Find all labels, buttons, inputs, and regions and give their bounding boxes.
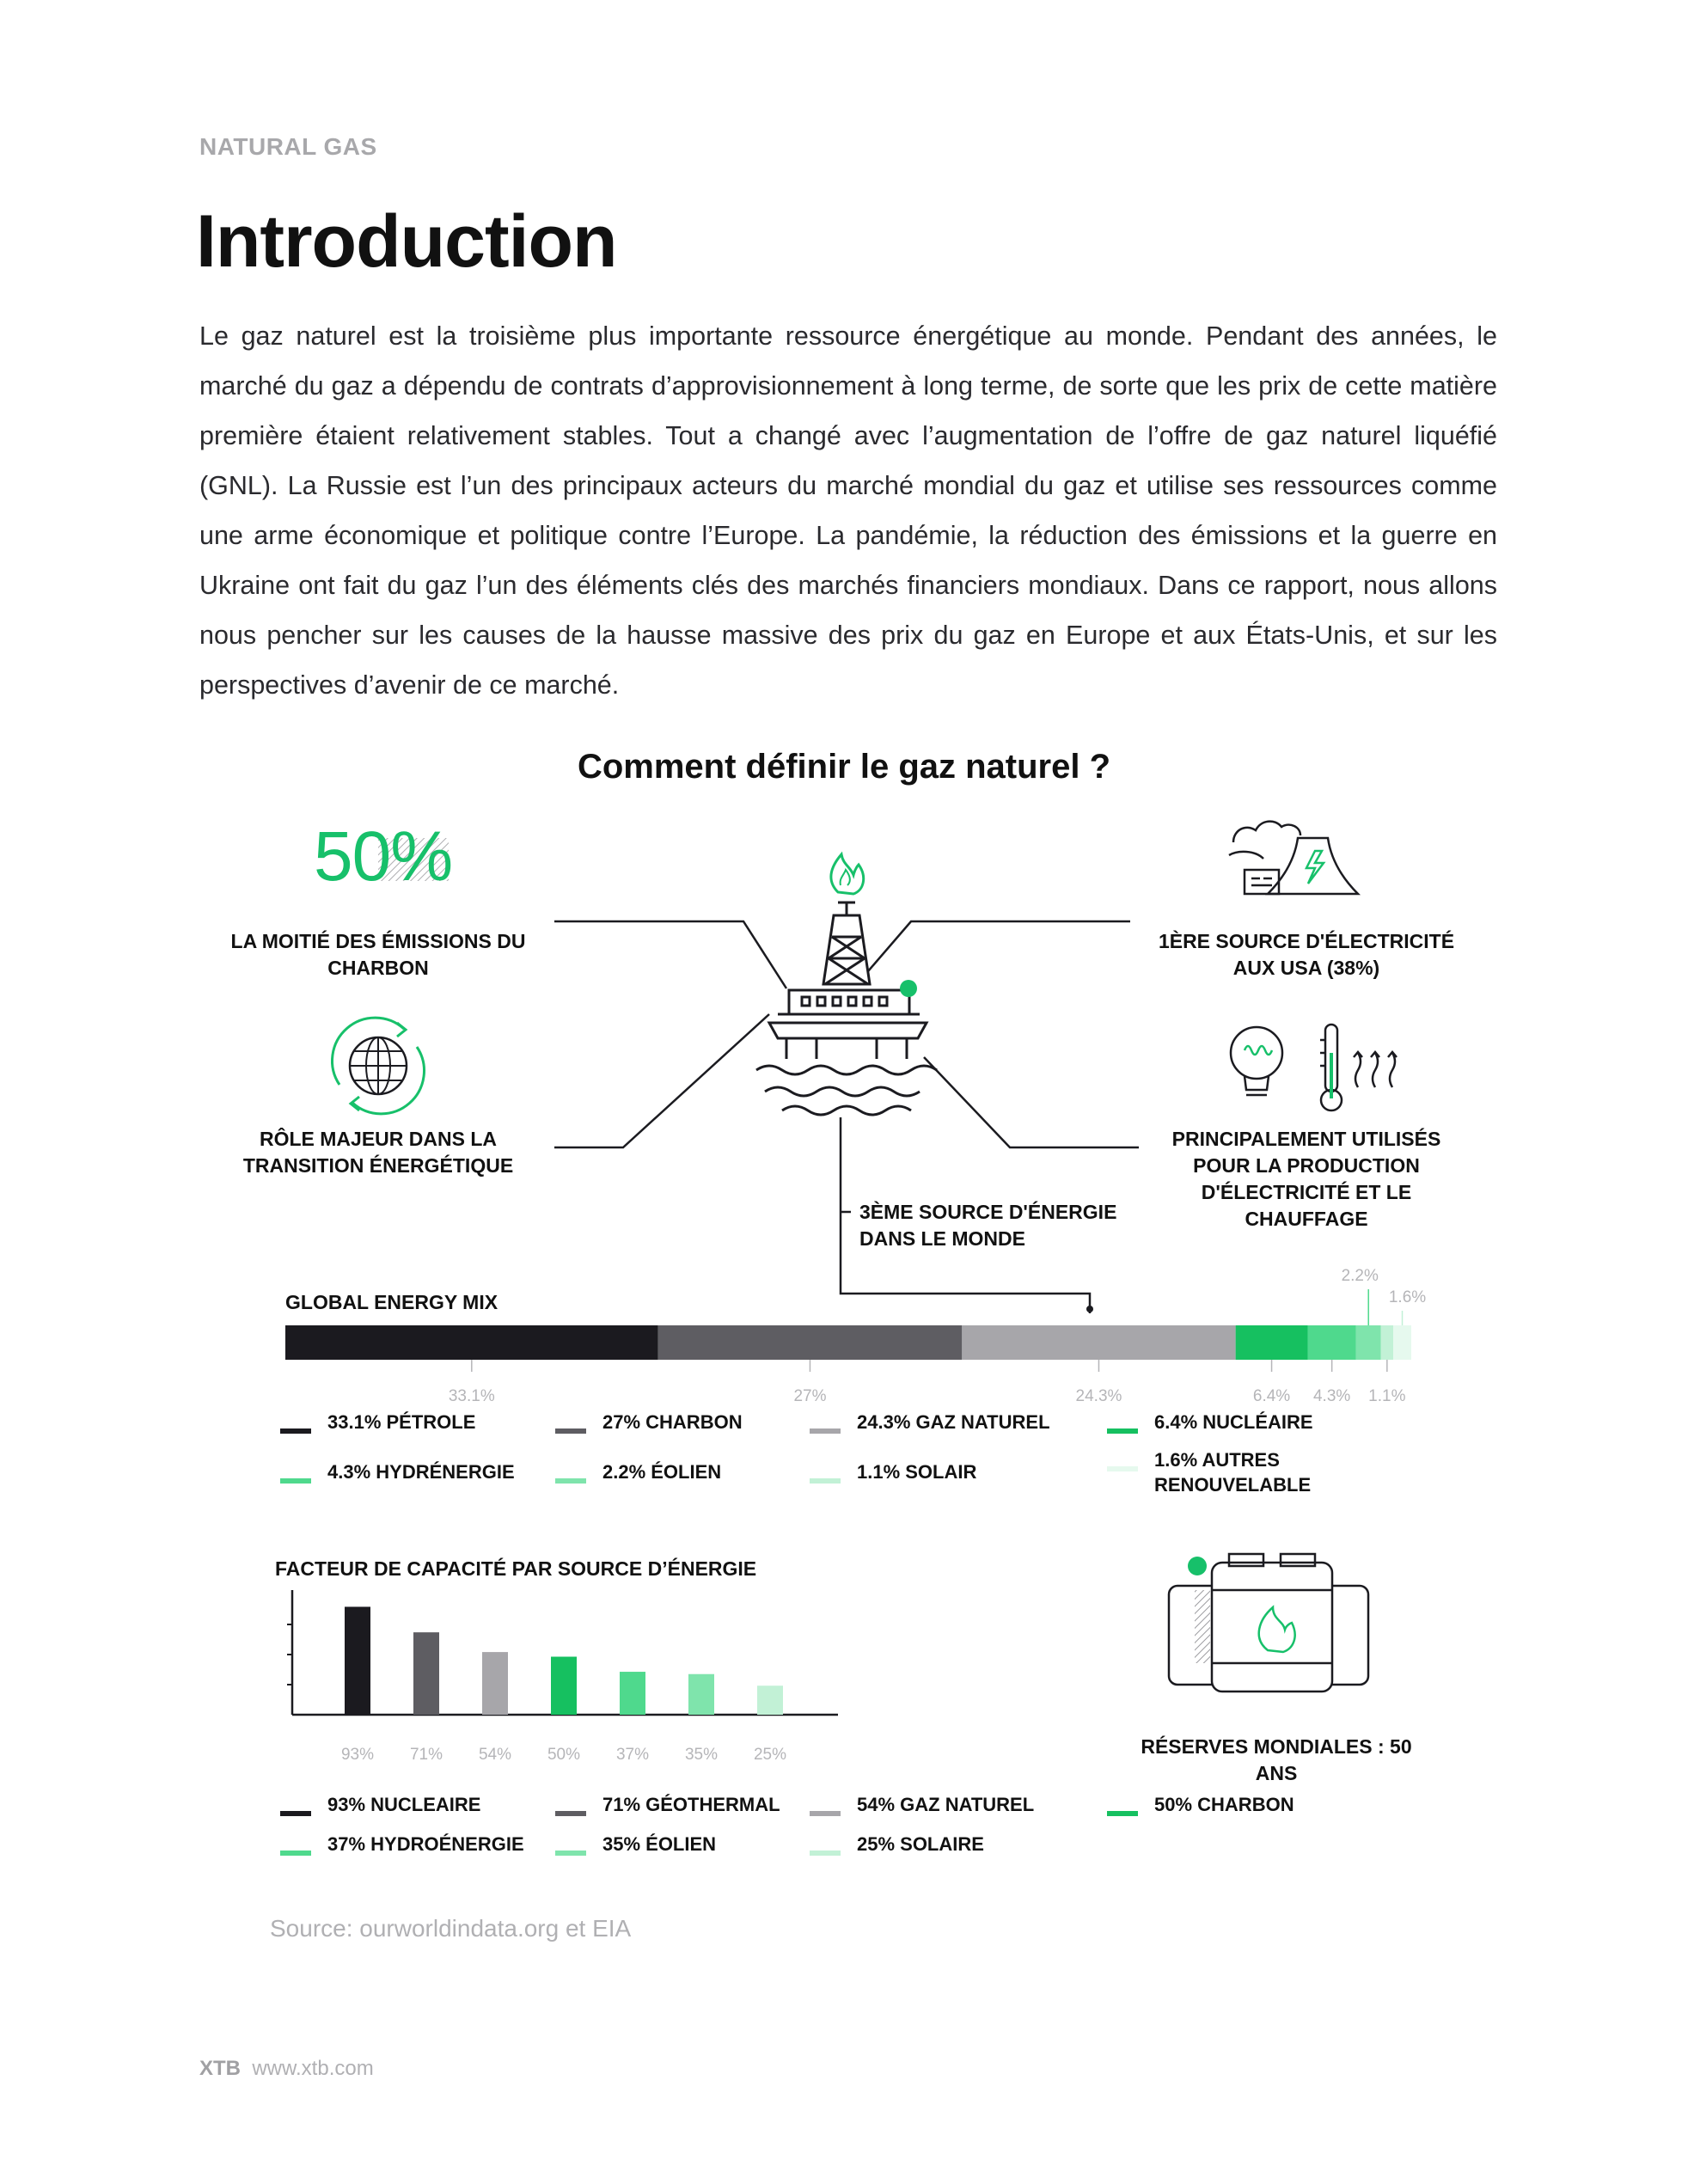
mix-value-label-0: 33.1% [448,1387,495,1405]
capacity-bar-4 [620,1672,645,1715]
electricity-caption: 1ÈRE SOURCE D'ÉLECTRICITÉ AUX USA (38%) [1158,930,1455,979]
cap-legend-label-1: 71% GÉOTHERMAL [602,1794,780,1815]
emissions-stat: 50% [314,817,453,896]
mix-legend-label-5: 2.2% ÉOLIEN [602,1461,722,1483]
source-note: Source: ourworldindata.org et EIA [270,1915,632,1942]
capacity-value-label-1: 71% [409,1746,443,1764]
cap-legend-swatch-0 [280,1811,311,1816]
mix-segment-2 [962,1325,1235,1360]
power-plant-icon [1229,822,1358,894]
mix-segment-7 [1393,1325,1411,1360]
mix-legend-swatch-4 [280,1478,311,1484]
mix-value-label-2: 24.3% [1075,1387,1122,1405]
mix-value-label-1: 27% [793,1387,827,1405]
mix-legend-label-4: 4.3% HYDRÉNERGIE [327,1461,515,1483]
cap-legend-swatch-4 [280,1851,311,1856]
mix-segment-6 [1381,1325,1393,1360]
capacity-value-label-3: 50% [547,1746,581,1764]
emissions-caption: LA MOITIÉ DES ÉMISSIONS DU CHARBON [230,930,526,979]
mix-value-label-6: 1.1% [1368,1387,1406,1405]
third-source-caption: 3ÈME SOURCE D'ÉNERGIE DANS LE MONDE [859,1201,1117,1250]
mix-legend-swatch-3 [1107,1428,1138,1434]
globe-recycle-icon [333,1018,425,1114]
capacity-bar-1 [413,1632,439,1715]
cap-legend-label-6: 25% SOLAIRE [857,1833,984,1855]
mix-legend-swatch-5 [555,1478,586,1484]
mix-legend-label-2: 24.3% GAZ NATUREL [857,1411,1050,1433]
mix-legend-swatch-2 [810,1428,841,1434]
mix-segment-0 [285,1325,658,1360]
capacity-bar-0 [345,1606,370,1715]
cap-legend-label-4: 37% HYDROÉNERGIE [327,1833,524,1855]
mix-value-label-4: 4.3% [1312,1387,1351,1405]
bulb-thermometer-icon [1231,1025,1397,1110]
mix-value-label-5: 2.2% [1341,1267,1379,1285]
mix-legend-label-0: 33.1% PÉTROLE [327,1411,476,1433]
cap-legend-swatch-5 [555,1851,586,1856]
infographic-title: Comment définir le gaz naturel ? [577,748,1111,786]
intro-paragraph: Le gaz naturel est la troisième plus importante ressource énergétique au monde. Pendant des années, le marché du gaz a dépendu de contrats d’approvisionnement à long terme, de sorte que les prix de cette matière première étaient relativement stables. Tout a changé avec l’augmentation de l’offre de gaz naturel liquéfié (GNL). La Russie est l’un des principaux acteurs du marché mondial du gaz et utilise ses ressources comme une arme économique et politique contre l’Europe. La pandémie, la réduction des émissions et la guerre en Ukraine ont fait du gaz l’un des éléments clés des marchés financiers mondiaux. Dans ce rapport, nous allons nous pencher sur les causes de la hausse massive des prix du gaz en Europe et aux États-Unis, et sur les perspectives d’avenir de ce marché. [199,321,1497,700]
capacity-value-label-2: 54% [478,1746,512,1764]
page-title: Introduction [196,200,617,283]
mix-legend-label-3: 6.4% NUCLÉAIRE [1154,1411,1313,1433]
mix-value-label-7: 1.6% [1388,1288,1427,1306]
capacity-value-label-5: 35% [684,1746,719,1764]
capacity-bar-5 [688,1674,714,1715]
footer-url[interactable]: www.xtb.com [252,2057,374,2080]
capacity-value-label-0: 93% [340,1746,375,1764]
capacity-bar-2 [482,1652,508,1715]
capacity-bar-6 [757,1685,783,1715]
mix-value-label-3: 6.4% [1252,1387,1291,1405]
cap-legend-swatch-6 [810,1851,841,1856]
mix-segment-3 [1236,1325,1308,1360]
mix-segment-4 [1307,1325,1355,1360]
capacity-value-label-4: 37% [615,1746,650,1764]
cap-legend-label-2: 54% GAZ NATUREL [857,1794,1035,1815]
mix-legend-label-6: 1.1% SOLAIR [857,1461,977,1483]
capacity-bar-3 [551,1657,577,1716]
mix-legend-label-7: 1.6% AUTRES RENOUVELABLE [1154,1449,1312,1496]
cap-legend-label-3: 50% CHARBON [1154,1794,1294,1815]
cap-legend-label-5: 35% ÉOLIEN [602,1833,717,1855]
capacity-value-label-6: 25% [753,1746,787,1764]
capacity-chart [0,1581,859,1764]
mix-legend-swatch-1 [555,1428,586,1434]
capacity-title: FACTEUR DE CAPACITÉ PAR SOURCE D’ÉNERGIE [275,1557,757,1580]
footer-brand: XTB [199,2057,241,2080]
mix-legend-label-1: 27% CHARBON [602,1411,743,1433]
reserves-caption: RÉSERVES MONDIALES : 50 ANS [1141,1735,1412,1784]
mix-segment-1 [658,1325,963,1360]
cap-legend-swatch-3 [1107,1811,1138,1816]
cap-legend-label-0: 93% NUCLEAIRE [327,1794,481,1815]
energy-mix-chart [0,1246,1688,1405]
transition-caption: RÔLE MAJEUR DANS LA TRANSITION ÉNERGÉTIQUE [242,1128,514,1177]
mix-legend-swatch-7 [1107,1466,1138,1471]
energy-mix-title: GLOBAL ENERGY MIX [285,1291,498,1313]
cap-legend-swatch-1 [555,1811,586,1816]
footer [199,2057,374,2081]
heating-caption: PRINCIPALEMENT UTILISÉS POUR LA PRODUCTION D'ÉLECTRICITÉ ET LE CHAUFFAGE [1171,1128,1441,1230]
cap-legend-swatch-2 [810,1811,841,1816]
section-tag: NATURAL GAS [199,133,377,160]
mix-legend-swatch-0 [280,1428,311,1434]
mix-legend-swatch-6 [810,1478,841,1484]
mix-segment-5 [1356,1325,1381,1360]
